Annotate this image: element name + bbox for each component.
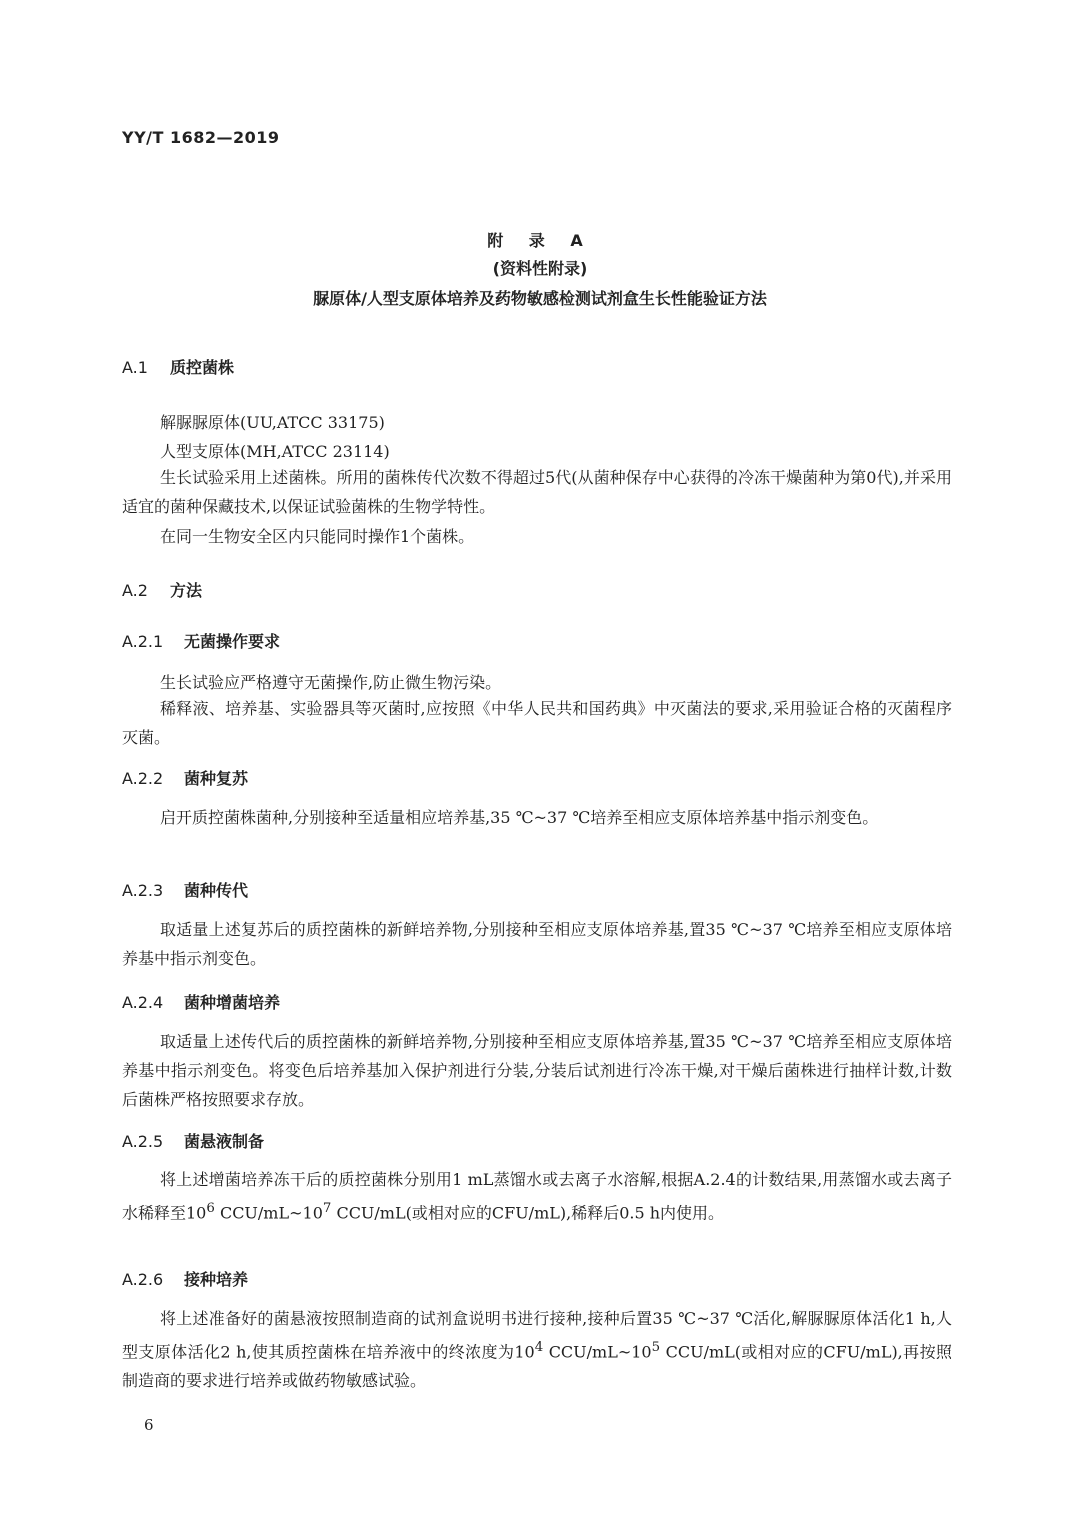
section-title: 菌种复苏 [184, 769, 249, 788]
section-title: 菌悬液制备 [184, 1132, 265, 1151]
strain-mh: 人型支原体(MH,ATCC 23114) [160, 442, 390, 461]
paragraph: 在同一生物安全区内只能同时操作1个菌株。 [160, 527, 475, 546]
section-number: A.1 [122, 358, 148, 377]
exponent: 4 [534, 1340, 544, 1355]
section-heading-a25 [122, 1129, 264, 1152]
section-heading-a24 [122, 990, 280, 1013]
paragraph [122, 1165, 952, 1227]
paragraph: 生长试验采用上述菌株。所用的菌株传代次数不得超过5代(从菌种保存中心获得的冷冻干燥菌种为第0代),并采用适宜的菌种保藏技术,以保证试验菌株的生物学特性。 [122, 468, 952, 516]
paragraph: 取适量上述传代后的质控菌株的新鲜培养物,分别接种至相应支原体培养基,置35 ℃~37 ℃培养至相应支原体培养基中指示剂变色。将变色后培养基加入保护剂进行分装,分装后试剂进行冷冻干燥,对干燥后菌株进行抽样计数,计数后菌株严格按照要求存放。 [122, 1032, 952, 1109]
exponent: 5 [651, 1340, 661, 1355]
section-title: 菌种增菌培养 [184, 993, 281, 1012]
section-title: 菌种传代 [184, 881, 249, 900]
exponent: 7 [322, 1201, 332, 1216]
annex-title: 脲原体/人型支原体培养及药物敏感检测试剂盒生长性能验证方法 [313, 289, 767, 308]
strain-uu: 解脲脲原体(UU,ATCC 33175) [160, 413, 385, 432]
text-segment: CCU/mL(或相对应的CFU/mL),稀释后0.5 h内使用。 [331, 1203, 725, 1223]
text-segment: 将上述准备好的菌悬液按照制造商的试剂盒说明书进行接种,接种后置35 ℃~37 ℃活化,解脲脲原体活化1 h,人型支原体活化2 h,使其质控菌株在培养液中的终浓度为10 [122, 1309, 952, 1362]
section-heading-a23 [122, 878, 248, 901]
page-number: 6 [144, 1416, 154, 1434]
section-heading-a21 [122, 629, 280, 652]
annex-type: (资料性附录) [492, 259, 588, 278]
section-title: 质控菌株 [170, 358, 235, 377]
section-heading-a26 [122, 1267, 248, 1290]
text-segment: 将上述增菌培养冻干后的质控菌株分别用1 mL蒸馏水或去离子水溶解,根据A.2.4的计数结果,用蒸馏水或去离子水稀释至10 [122, 1170, 952, 1223]
annex-label: 附 录 A [487, 231, 593, 250]
section-number: A.2.2 [122, 769, 164, 788]
paragraph: 取适量上述复苏后的质控菌株的新鲜培养物,分别接种至相应支原体培养基,置35 ℃~37 ℃培养至相应支原体培养基中指示剂变色。 [122, 920, 952, 968]
section-number: A.2.4 [122, 993, 164, 1012]
paragraph: 启开质控菌株菌种,分别接种至适量相应培养基,35 ℃~37 ℃培养至相应支原体培养基中指示剂变色。 [160, 808, 879, 827]
section-number: A.2.3 [122, 881, 164, 900]
section-number: A.2.5 [122, 1132, 164, 1151]
section-title: 接种培养 [184, 1270, 249, 1289]
section-heading-a1 [122, 355, 234, 378]
section-heading-a2 [122, 578, 202, 601]
section-heading-a22 [122, 766, 248, 789]
section-title: 无菌操作要求 [184, 632, 281, 651]
paragraph: 生长试验应严格遵守无菌操作,防止微生物污染。 [160, 673, 502, 692]
text-segment: CCU/mL(或相对应的CFU/mL),再按照制造商的要求进行培养或做药物敏感试验。 [122, 1342, 952, 1391]
section-number: A.2 [122, 581, 148, 600]
paragraph [122, 1304, 952, 1395]
section-title: 方法 [170, 581, 203, 600]
standard-number: YY/T 1682—2019 [122, 128, 280, 147]
text-segment: CCU/mL~10 [214, 1203, 323, 1223]
text-segment: CCU/mL~10 [543, 1342, 652, 1362]
paragraph: 稀释液、培养基、实验器具等灭菌时,应按照《中华人民共和国药典》中灭菌法的要求,采用验证合格的灭菌程序灭菌。 [122, 699, 952, 747]
section-number: A.2.6 [122, 1270, 164, 1289]
exponent: 6 [206, 1201, 215, 1216]
section-number: A.2.1 [122, 632, 164, 651]
